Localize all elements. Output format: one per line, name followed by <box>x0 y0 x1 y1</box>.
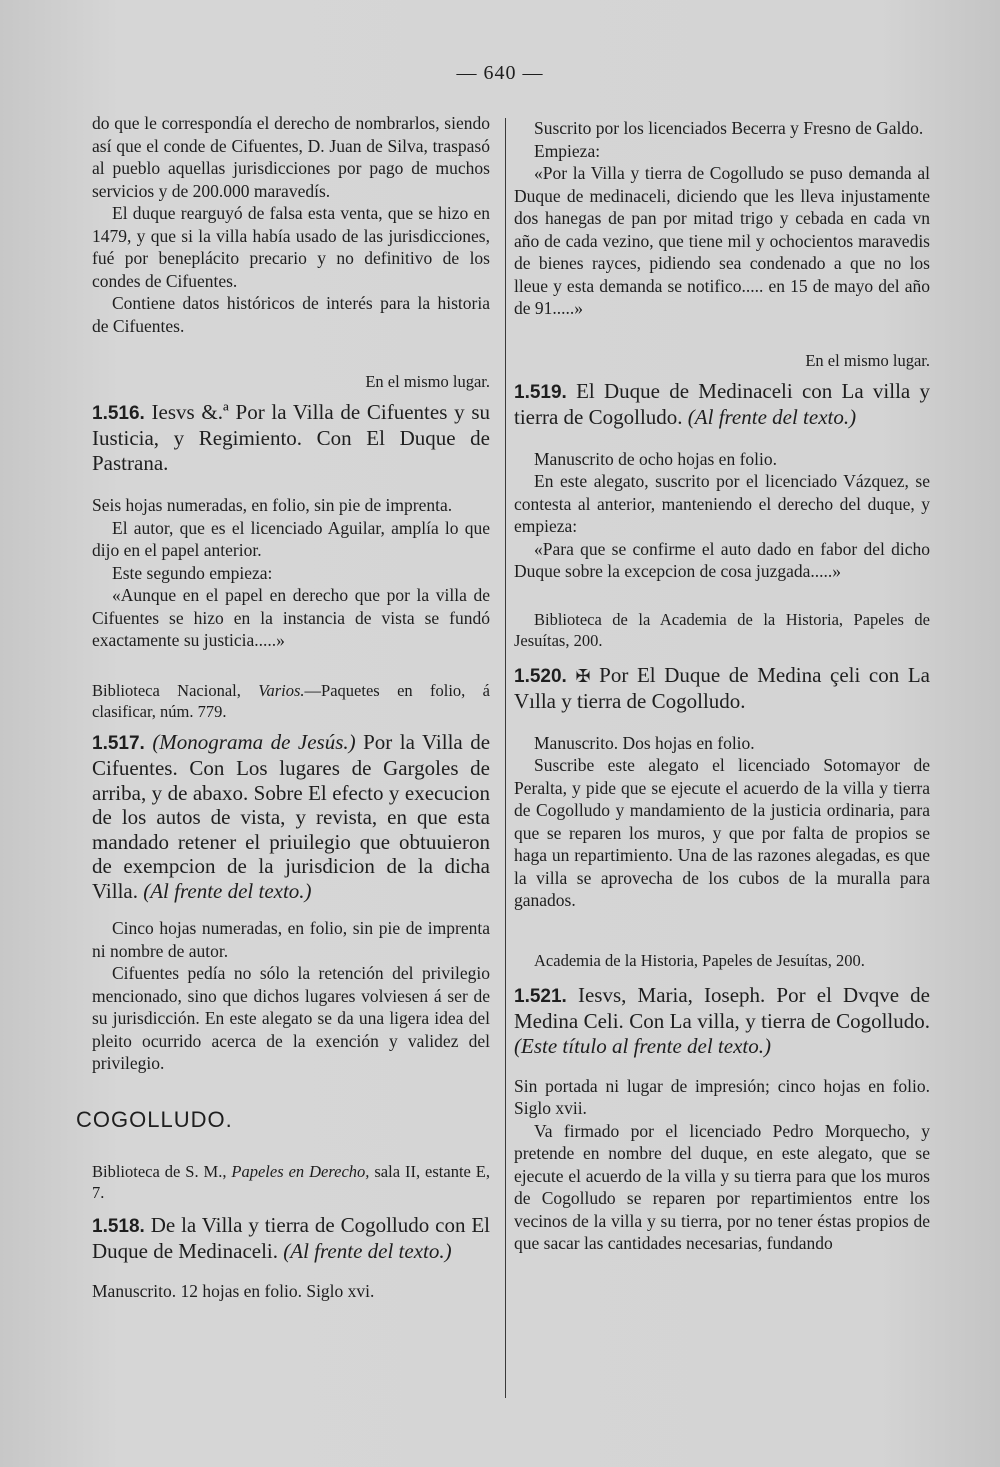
entry-number: 1.518. <box>92 1215 145 1237</box>
source-text: Biblioteca de S. M., <box>92 1161 232 1181</box>
entry-title-1519 <box>514 379 930 430</box>
entry-description: Cifuentes pedía no sólo la retención del privilegio mencionado, sino que dichos lugares volviesen á ser de su jurisdicción. En este alegato se da una ligera idea del pleito ocurrido acerca de la exención y validez del privilegio. <box>92 963 490 1073</box>
page-number: — 640 — <box>456 62 544 84</box>
entry-description: Seis hojas numeradas, en folio, sin pie de imprenta. <box>92 495 453 515</box>
intro-paragraph: El duque rearguyó de falsa esta venta, que se hizo en 1479, y que si la villa había usado de las jurisdicciones, fué por beneplácito precario y no definitivo de los condes de Cifuentes. <box>92 203 490 291</box>
intro-quote: «Por la Villa y tierra de Cogolludo se puso demanda al Duque de medinaceli, diciendo que les lleva injustamente dos hanegas de pan por mitad trigo y cebada en cada vn año de cada vezino, que tiene mil y ochocientos maravedis de bienes rayces, pidiendo sea condenado a que no los lleue y esta demanda se notifico..... en 15 de mayo del año de 91.....» <box>514 163 930 318</box>
source-text: Biblioteca Nacional, <box>92 680 259 700</box>
entry-title-text: Iesvs, Maria, Ioseph. Por el Dvqve de Medina Celi. Con La villa, y tierra de Cogolludo. <box>514 982 930 1033</box>
source-italic: Varios. <box>258 680 305 700</box>
intro-paragraph: Empieza: <box>534 140 601 161</box>
entry-title-1521 <box>514 983 930 1059</box>
entry-description: Suscribe este alegato el licenciado Sotomayor de Peralta, y pide que se ejecute el acuerdo de la villa y tierra de Cogolludo y mandamiento de la justicia ordinaria, para que se reparen los muros, y que por falta de propios se haga un repartimiento. Una de las razones alegadas, es que la villa se aprovecha de los cubos de la muralla para ganados. <box>514 755 930 910</box>
entry-description: El autor, que es el licenciado Aguilar, amplía lo que dijo en el papel anterior. <box>92 517 490 560</box>
cross-icon: ✠ <box>575 665 591 687</box>
entry-title-text: El Duque de Medinaceli con La villa y tierra de Cogolludo. <box>514 378 930 429</box>
entry-title-1516 <box>92 400 490 476</box>
source-text: sala II, estante E, 7. <box>92 1161 491 1202</box>
entry-title-1517 <box>92 730 490 904</box>
entry-quote: «Para que se confirme el auto dado en fabor del dicho Duque sobre la excepcion de cosa juzgada.....» <box>514 538 930 581</box>
entry-title-note: (Al frente del texto.) <box>687 404 857 429</box>
entry-source-1520: Biblioteca de la Academia de la Historia, Papeles de Jesuítas, 200. <box>514 609 930 650</box>
source-italic: Papeles en Derecho, <box>231 1161 370 1181</box>
entry-number: 1.519. <box>514 381 567 403</box>
entry-description: Sin portada ni lugar de impresión; cinco hojas en folio. Siglo xvii. <box>514 1075 930 1118</box>
entry-title-text: De la Villa y tierra de Cogolludo con El Duque de Medinaceli. <box>92 1212 490 1263</box>
entry-source-1517 <box>92 680 490 722</box>
entry-title-1520 <box>514 663 930 714</box>
entry-description: Cinco hojas numeradas, en folio, sin pie de imprenta ni nombre de autor. <box>92 918 490 961</box>
entry-location: En el mismo lugar. <box>805 350 930 370</box>
column-divider <box>505 118 506 1398</box>
entry-description: Va firmado por el licenciado Pedro Morquecho, y pretende en nombre del duque, en este alegato, que se ejecute el acuerdo de la villa y su tierra para que los muros de Cogolludo se reparen por repartimientos entre los vecinos de la villa y su tierra, por no tener éstas propios de que sacar las cantidades necesarias, fundando <box>514 1120 930 1253</box>
entry-title-1518 <box>92 1213 490 1264</box>
entry-number: 1.516. <box>92 403 145 424</box>
entry-title-text: Por la Villa de Cifuentes. Con Los lugares de Gargoles de arriba, y de abaxo. Sobre El efecto y execucion de los autos de vista, y revista, en que esta mandado retener el priuilegio que obtuuieron de exempcion de la jurisdicion de la dicha Villa. <box>92 729 491 903</box>
entry-description: Manuscrito. Dos hojas en folio. <box>534 732 755 753</box>
entry-description: Este segundo empieza: <box>112 562 273 583</box>
section-heading: COGOLLUDO. <box>76 1106 233 1132</box>
intro-paragraph: Contiene datos históricos de interés para la historia de Cifuentes. <box>92 293 490 336</box>
entry-title-text: Iesvs &.ª Por la Villa de Cifuentes y su Iusticia, y Regimiento. Con El Duque de Pastrana. <box>92 400 490 475</box>
entry-description: En este alegato, suscrito por el licenciado Vázquez, se contesta al anterior, manteniendo el derecho del duque, y empieza: <box>514 471 930 536</box>
entry-source-1521: Academia de la Historia, Papeles de Jesuítas, 200. <box>534 950 865 970</box>
entry-number: 1.517. <box>92 732 145 754</box>
entry-location: En el mismo lugar. <box>365 372 490 391</box>
left-column <box>76 112 491 1302</box>
entry-number: 1.521. <box>514 985 567 1007</box>
intro-paragraph: do que le correspondía el derecho de nombrarlos, siendo así que el conde de Cifuentes, D. Juan de Silva, traspasó al pueblo aquellas jurisdicciones por pago de muchos servicios y de 200.000 maravedís. <box>92 113 490 201</box>
entry-title-note: (Este título al frente del texto.) <box>514 1033 771 1058</box>
intro-paragraph: Suscrito por los licenciados Becerra y Fresno de Galdo. <box>534 118 924 138</box>
entry-title-text: Por El Duque de Medina çeli con La Vılla y tierra de Cogolludo. <box>514 662 931 713</box>
entry-description: Manuscrito. 12 hojas en folio. Siglo xvi. <box>92 1280 375 1301</box>
source-text: —Paquetes en folio, á clasificar, núm. 779. <box>92 680 490 721</box>
entry-quote: «Aunque en el papel en derecho que por la villa de Cifuentes se hizo en la instancia de vista se fundó exactamente su justicia.....» <box>92 585 490 650</box>
entry-title-note: (Al frente del texto.) <box>143 878 312 903</box>
entry-description: Manuscrito de ocho hojas en folio. <box>534 448 778 469</box>
entry-title-note: (Al frente del texto.) <box>283 1238 452 1263</box>
entry-source-1518 <box>92 1161 490 1203</box>
right-column <box>514 117 930 1255</box>
entry-title-italic: (Monograma de Jesús.) <box>152 729 356 754</box>
entry-number: 1.520. <box>514 665 567 687</box>
